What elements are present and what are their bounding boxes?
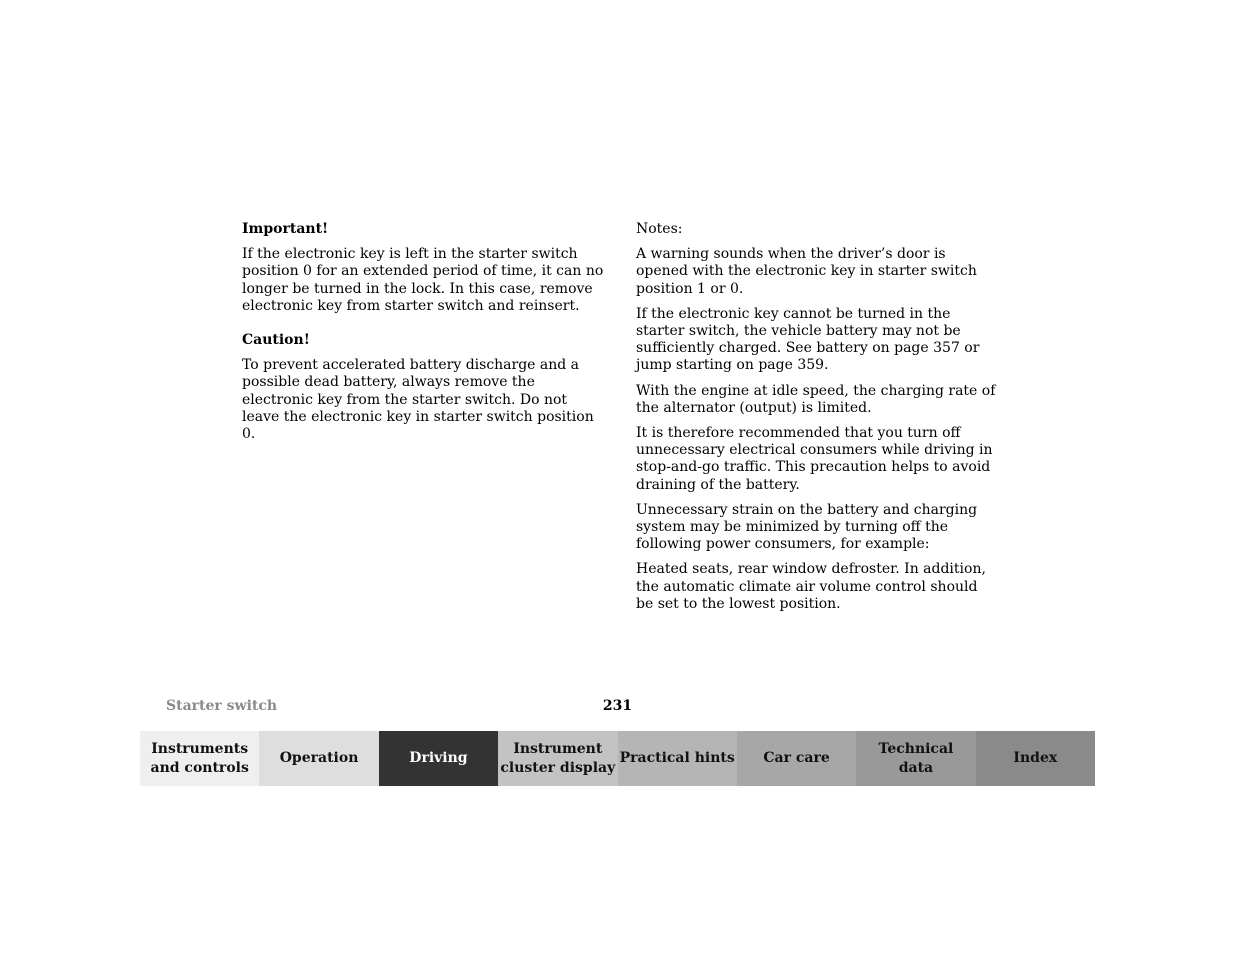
note-paragraph: If the electronic key cannot be turned in the starter switch, the vehicle battery may not be sufficiently charged. See battery on page 357 or jump starting on page 359. bbox=[636, 305, 980, 374]
important-text: If the electronic key is left in the starter switch position 0 for an extended period of time, it can no longer be turned in the lock. In this case, remove electronic key from starter switch and reinsert. bbox=[242, 246, 604, 314]
tab-instrument-cluster-display[interactable]: Instrument cluster display bbox=[498, 731, 617, 786]
note-paragraph: A warning sounds when the driver’s door is opened with the electronic key in starter switch position 1 or 0. bbox=[636, 246, 977, 297]
chapter-tabs bbox=[140, 731, 1095, 786]
important-heading: Important! bbox=[242, 221, 329, 237]
tab-car-care[interactable]: Car care bbox=[737, 731, 856, 786]
tab-operation[interactable]: Operation bbox=[259, 731, 378, 786]
footer-section-title: Starter switch bbox=[166, 698, 278, 714]
tab-practical-hints[interactable]: Practical hints bbox=[618, 731, 737, 786]
tab-technical-data[interactable]: Technical data bbox=[856, 731, 975, 786]
left-column bbox=[242, 221, 604, 451]
note-paragraph: Heated seats, rear window defroster. In addition, the automatic climate air volume control should be set to the lowest position. bbox=[636, 561, 986, 612]
tab-instruments-and-controls[interactable]: Instruments and controls bbox=[140, 731, 259, 786]
note-paragraph: It is therefore recommended that you turn off unnecessary electrical consumers while driving in stop-and-go traffic. This precaution helps to avoid draining of the battery. bbox=[636, 425, 993, 493]
tab-index[interactable]: Index bbox=[976, 731, 1095, 786]
note-paragraph: Unnecessary strain on the battery and charging system may be minimized by turning off the following power consumers, for example: bbox=[636, 501, 978, 553]
caution-heading: Caution! bbox=[242, 332, 310, 349]
page-number: 231 bbox=[602, 698, 633, 714]
note-paragraph: With the engine at idle speed, the charging rate of the alternator (output) is limited. bbox=[636, 382, 996, 416]
caution-text: To prevent accelerated battery discharge and a possible dead battery, always remove the electronic key from the starter switch. Do not leave the electronic key in starter switch position 0. bbox=[242, 357, 594, 443]
right-column bbox=[636, 221, 998, 621]
tab-driving[interactable]: Driving bbox=[379, 731, 498, 786]
notes-label: Notes: bbox=[636, 221, 683, 237]
